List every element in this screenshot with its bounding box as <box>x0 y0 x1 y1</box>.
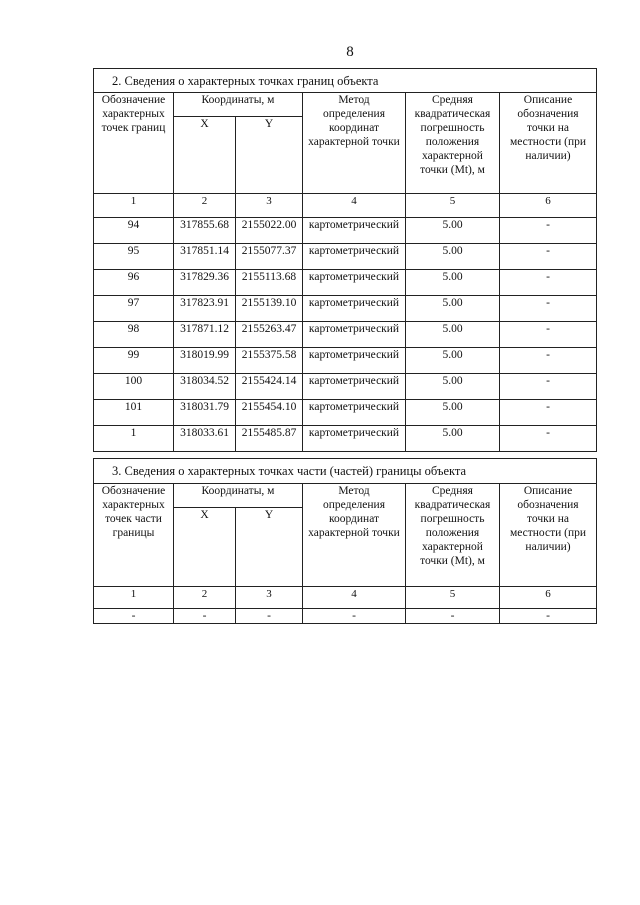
header-y: Y <box>236 117 303 194</box>
partial-boundary-points-table <box>93 458 597 624</box>
header-x: X <box>174 508 236 587</box>
error: 5.00 <box>406 400 500 426</box>
coord-y: 2155077.37 <box>236 244 303 270</box>
method: картометрический <box>303 348 406 374</box>
column-number: 4 <box>303 587 406 609</box>
description: - <box>500 296 597 322</box>
header-x: X <box>174 117 236 194</box>
coord-y: 2155454.10 <box>236 400 303 426</box>
column-number: 3 <box>236 194 303 218</box>
table-row <box>94 426 597 452</box>
coord-y: 2155113.68 <box>236 270 303 296</box>
description: - <box>500 609 597 624</box>
method: картометрический <box>303 400 406 426</box>
coord-x: 318019.99 <box>174 348 236 374</box>
coord-y: 2155424.14 <box>236 374 303 400</box>
description: - <box>500 270 597 296</box>
point-id: 94 <box>94 218 174 244</box>
table-row <box>94 348 597 374</box>
coord-y: 2155139.10 <box>236 296 303 322</box>
header-coordinates: Координаты, м <box>174 484 303 508</box>
description: - <box>500 348 597 374</box>
header-y: Y <box>236 508 303 587</box>
table-row <box>94 296 597 322</box>
point-id: 101 <box>94 400 174 426</box>
method: картометрический <box>303 244 406 270</box>
error: 5.00 <box>406 296 500 322</box>
column-number: 6 <box>500 587 597 609</box>
point-id: 98 <box>94 322 174 348</box>
error: 5.00 <box>406 374 500 400</box>
header-error: Средняя квадратическая погрешность положения характерной точки (Mt), м <box>406 484 500 587</box>
table-row <box>94 374 597 400</box>
method: картометрический <box>303 218 406 244</box>
coord-x: 317829.36 <box>174 270 236 296</box>
table-row <box>94 400 597 426</box>
error: 5.00 <box>406 270 500 296</box>
header-method: Метод определения координат характерной точки <box>303 93 406 194</box>
method: картометрический <box>303 296 406 322</box>
column-number: 1 <box>94 194 174 218</box>
point-id: 97 <box>94 296 174 322</box>
coord-x: 317851.14 <box>174 244 236 270</box>
method: - <box>303 609 406 624</box>
point-id: 1 <box>94 426 174 452</box>
column-number: 1 <box>94 587 174 609</box>
boundary-points-table <box>93 68 597 452</box>
table-row <box>94 244 597 270</box>
point-id: - <box>94 609 174 624</box>
method: картометрический <box>303 270 406 296</box>
column-number: 5 <box>406 587 500 609</box>
method: картометрический <box>303 374 406 400</box>
description: - <box>500 374 597 400</box>
coord-x: 318034.52 <box>174 374 236 400</box>
coord-y: - <box>236 609 303 624</box>
header-designation: Обозначение характерных точек части границы <box>94 484 174 587</box>
header-description: Описание обозначения точки на местности (при наличии) <box>500 93 597 194</box>
column-number: 2 <box>174 194 236 218</box>
description: - <box>500 322 597 348</box>
table-row <box>94 218 597 244</box>
column-number: 5 <box>406 194 500 218</box>
error: 5.00 <box>406 218 500 244</box>
point-id: 95 <box>94 244 174 270</box>
coord-x: 317871.12 <box>174 322 236 348</box>
page-number: 8 <box>346 44 354 60</box>
section-title: 3. Сведения о характерных точках части (частей) границы объекта <box>94 459 597 484</box>
coord-x: 318033.61 <box>174 426 236 452</box>
description: - <box>500 400 597 426</box>
description: - <box>500 218 597 244</box>
coord-x: 317823.91 <box>174 296 236 322</box>
error: 5.00 <box>406 348 500 374</box>
table-row <box>94 270 597 296</box>
method: картометрический <box>303 322 406 348</box>
coord-x: 318031.79 <box>174 400 236 426</box>
column-number: 6 <box>500 194 597 218</box>
column-number: 2 <box>174 587 236 609</box>
error: 5.00 <box>406 322 500 348</box>
point-id: 96 <box>94 270 174 296</box>
column-number: 3 <box>236 587 303 609</box>
coord-y: 2155485.87 <box>236 426 303 452</box>
header-coordinates: Координаты, м <box>174 93 303 117</box>
header-description: Описание обозначения точки на местности (при наличии) <box>500 484 597 587</box>
point-id: 100 <box>94 374 174 400</box>
coord-x: - <box>174 609 236 624</box>
column-number: 4 <box>303 194 406 218</box>
header-designation: Обозначение характерных точек границ <box>94 93 174 194</box>
table-row <box>94 609 597 624</box>
point-id: 99 <box>94 348 174 374</box>
table-row <box>94 322 597 348</box>
header-method: Метод определения координат характерной точки <box>303 484 406 587</box>
description: - <box>500 244 597 270</box>
coord-y: 2155263.47 <box>236 322 303 348</box>
header-error: Средняя квадратическая погрешность положения характерной точки (Mt), м <box>406 93 500 194</box>
error: - <box>406 609 500 624</box>
error: 5.00 <box>406 426 500 452</box>
section-title: 2. Сведения о характерных точках границ объекта <box>94 69 597 93</box>
error: 5.00 <box>406 244 500 270</box>
method: картометрический <box>303 426 406 452</box>
coord-x: 317855.68 <box>174 218 236 244</box>
coord-y: 2155022.00 <box>236 218 303 244</box>
coord-y: 2155375.58 <box>236 348 303 374</box>
description: - <box>500 426 597 452</box>
